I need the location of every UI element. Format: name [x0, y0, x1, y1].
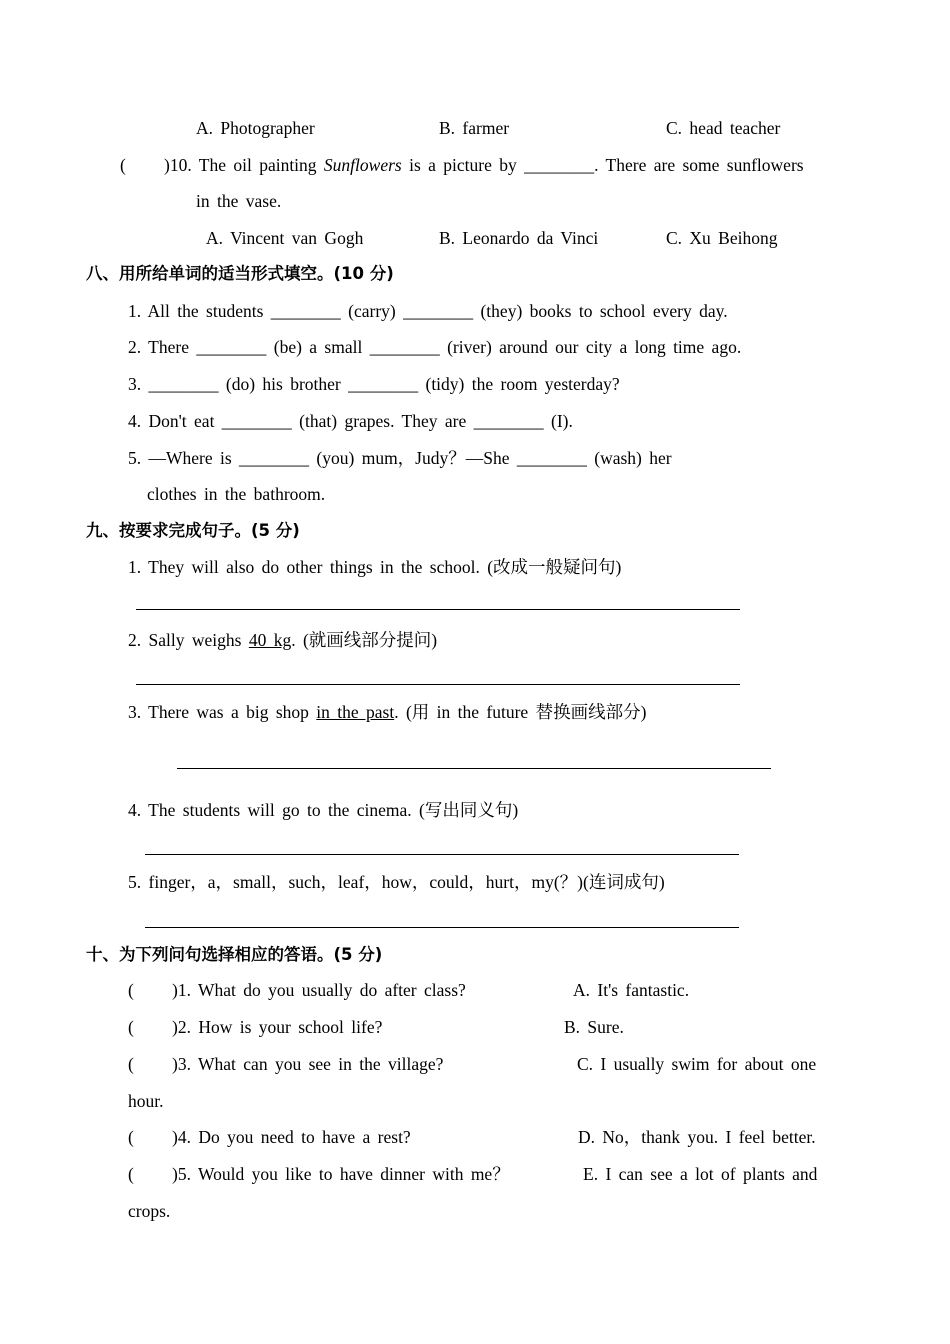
section9-q3 [128, 700, 646, 724]
section10-heading: 十、为下列问句选择相应的答语。(5 分) [86, 945, 383, 964]
section10-q2-paren: ( [128, 1017, 134, 1037]
section10-q1: )1. What do you usually do after class? [172, 980, 466, 1000]
section9-q5: 5. finger，a，small，such，leaf，how，could，hurt，my(？)(连词成句) [128, 872, 665, 892]
section10-answer-e-cont: crops. [128, 1201, 171, 1221]
section10-q1-paren: ( [128, 980, 134, 1000]
section10-answer-e: E. I can see a lot of plants and [583, 1164, 818, 1184]
section10-q5: )5. Would you like to have dinner with me？ [172, 1164, 510, 1184]
section8-heading: 八、用所给单词的适当形式填空。(10 分) [86, 264, 394, 283]
q10-paren: ( [120, 155, 126, 175]
section9-q2-start: 2. Sally weighs [128, 630, 242, 650]
q10-stem-rest: is a picture by ________. There are some sunflowers [409, 155, 804, 175]
answer-line-1[interactable] [136, 609, 740, 610]
q9-option-c: C. head teacher [666, 118, 781, 138]
section10-q3-paren: ( [128, 1054, 134, 1074]
section8-item-5: 5. —Where is ________ (you) mum，Judy？—She ________ (wash) her [128, 448, 672, 468]
section9-q2-underlined: 40 kg [248, 630, 292, 650]
section9-q3-underlined: in the past [316, 702, 395, 722]
section10-answer-c: C. I usually swim for about one [577, 1054, 817, 1074]
section9-q4: 4. The students will go to the cinema. (写出同义句) [128, 800, 519, 820]
q10-stem [164, 153, 884, 177]
section8-item-2: 2. There ________ (be) a small ________ (river) around our city a long time ago. [128, 337, 742, 357]
section10-q4-paren: ( [128, 1127, 134, 1147]
section8-item-4: 4. Don't eat ________ (that) grapes. They are ________ (I). [128, 411, 573, 431]
q10-stem-line2: in the vase. [196, 191, 282, 211]
answer-line-5[interactable] [145, 927, 739, 928]
section10-q3: )3. What can you see in the village? [172, 1054, 444, 1074]
section8-item-3: 3. ________ (do) his brother ________ (tidy) the room yesterday? [128, 374, 620, 394]
q10-option-b: B. Leonardo da Vinci [439, 228, 599, 248]
section10-answer-b: B. Sure. [564, 1017, 624, 1037]
section9-q2 [128, 628, 437, 652]
section9-q2-end: . (就画线部分提问) [291, 630, 438, 650]
section8-item-1: 1. All the students ________ (carry) ________ (they) books to school every day. [128, 301, 728, 321]
section10-answer-c-cont: hour. [128, 1091, 164, 1111]
section10-answer-d: D. No，thank you. I feel better. [578, 1127, 816, 1147]
section9-heading: 九、按要求完成句子。(5 分) [86, 521, 300, 540]
answer-line-2[interactable] [136, 684, 740, 685]
q10-title: Sunflowers [323, 155, 402, 175]
section10-q5-paren: ( [128, 1164, 134, 1184]
q10-option-a: A. Vincent van Gogh [206, 228, 364, 248]
section10-q2: )2. How is your school life? [172, 1017, 383, 1037]
section9-q3-end: . (用 in the future 替换画线部分) [394, 702, 647, 722]
section9-q3-start: 3. There was a big shop [128, 702, 309, 722]
section9-q1: 1. They will also do other things in the school. (改成一般疑问句) [128, 557, 622, 577]
q10-stem-start: )10. The oil painting [164, 155, 317, 175]
answer-line-3[interactable] [177, 768, 771, 769]
section10-answer-a: A. It's fantastic. [573, 980, 690, 1000]
q9-option-a: A. Photographer [196, 118, 315, 138]
answer-line-4[interactable] [145, 854, 739, 855]
q9-option-b: B. farmer [439, 118, 510, 138]
q10-option-c: C. Xu Beihong [666, 228, 778, 248]
section10-q4: )4. Do you need to have a rest? [172, 1127, 411, 1147]
section8-item-5-cont: clothes in the bathroom. [147, 484, 326, 504]
